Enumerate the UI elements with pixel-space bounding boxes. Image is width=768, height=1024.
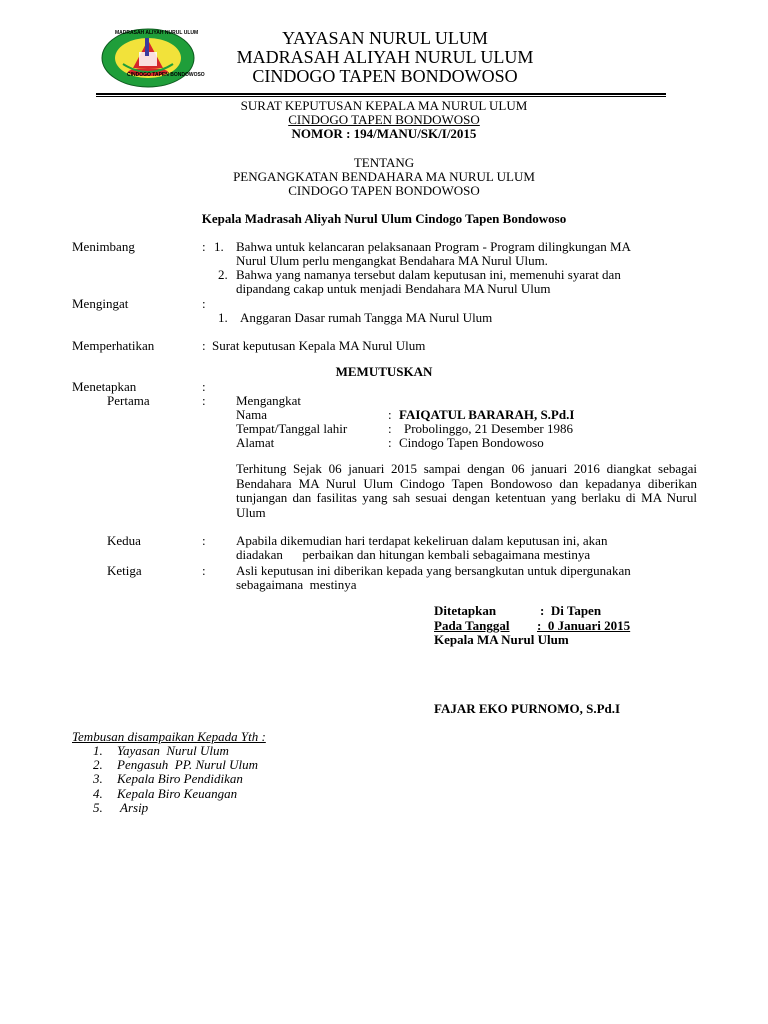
menimbang-label: Menimbang: [72, 239, 135, 254]
ketiga-line1: Asli keputusan ini diberikan kepada yang bersangkutan untuk dipergunakan: [236, 563, 631, 578]
school-logo: [101, 28, 205, 88]
tembusan-item4-text: Kepala Biro Keuangan: [117, 786, 238, 801]
pertama-heading: Mengangkat: [236, 393, 301, 408]
mengingat-label: Mengingat: [72, 296, 129, 311]
field-nama-value: FAIQATUL BARARAH, S.Pd.I: [399, 407, 575, 422]
letterhead-divider-thin: [96, 96, 666, 97]
menimbang-colon: :: [202, 239, 206, 254]
tembusan-item4-num: 4.: [93, 786, 103, 801]
tembusan-item3-num: 3.: [93, 771, 103, 786]
letterhead-line1: YAYASAN NURUL ULUM: [282, 28, 488, 48]
signature-position: Kepala MA Nurul Ulum: [434, 632, 569, 647]
pertama-label: Pertama: [107, 393, 150, 408]
menimbang-item1-line2: Nurul Ulum perlu mengangkat Bendahara MA Nurul Ulum.: [236, 253, 548, 268]
tembusan-item2-text: Pengasuh PP. Nurul Ulum: [117, 757, 258, 772]
letterhead-line2: MADRASAH ALIYAH NURUL ULUM: [236, 47, 534, 67]
school-logo-emblem: [101, 28, 195, 88]
tembusan-title: Tembusan disampaikan Kepada Yth :: [72, 729, 266, 744]
letterhead-line3: CINDOGO TAPEN BONDOWOSO: [252, 66, 518, 86]
ketiga-line2: sebagaimana mestinya: [236, 577, 357, 592]
decree-about: TENTANG: [353, 155, 415, 170]
decree-title1: SURAT KEPUTUSAN KEPALA MA NURUL ULUM: [240, 98, 528, 113]
mengingat-item-text: Anggaran Dasar rumah Tangga MA Nurul Ulum: [240, 310, 493, 325]
tembusan-item5-text: Arsip: [117, 800, 149, 815]
pertama-paragraph: Terhitung Sejak 06 januari 2015 sampai dengan 06 januari 2016 diangkat sebagai Bendahara MA Nurul Ulum Cindogo Tapen Bondowoso dan kepadanya diberikan tunjangan dan fasilitas yang sah sesuai dengan ketentuan yang berlaku di MA Nurul Ulum: [236, 461, 697, 520]
kedua-label: Kedua: [107, 533, 141, 548]
tembusan-item1-num: 1.: [93, 743, 103, 758]
decree-issuer: Kepala Madrasah Aliyah Nurul Ulum Cindogo Tapen Bondowoso: [201, 211, 567, 226]
menimbang-item2-num: 2.: [218, 267, 228, 282]
decree-number: NOMOR : 194/MANU/SK/I/2015: [291, 126, 477, 141]
memutuskan-heading: MEMUTUSKAN: [335, 364, 433, 379]
ketiga-colon: :: [202, 563, 206, 578]
tanggal-label: Pada Tanggal: [434, 618, 510, 633]
ketiga-label: Ketiga: [107, 563, 142, 578]
memperhatikan-text: Surat keputusan Kepala MA Nurul Ulum: [212, 338, 426, 353]
menimbang-item2-line2: dipandang cakap untuk menjadi Bendahara MA Nurul Ulum: [236, 281, 551, 296]
field-ttl-label: Tempat/Tanggal lahir: [236, 421, 348, 436]
field-ttl-value: Probolinggo, 21 Desember 1986: [404, 421, 573, 436]
logo-text-top: MADRASAH ALIYAH NURUL ULUM: [115, 30, 199, 36]
mengingat-item-num: 1.: [218, 310, 228, 325]
kedua-line2: diadakan perbaikan dan hitungan kembali sebagaimana mestinya: [236, 547, 591, 562]
mengingat-colon: :: [202, 296, 206, 311]
tembusan-item1-text: Yayasan Nurul Ulum: [117, 743, 229, 758]
menetapkan-colon: :: [202, 379, 206, 394]
signature-name: FAJAR EKO PURNOMO, S.Pd.I: [434, 701, 621, 716]
tembusan-item2-num: 2.: [93, 757, 103, 772]
ditetapkan-label: Ditetapkan: [434, 603, 497, 618]
field-alamat-sep: :: [388, 435, 392, 450]
kedua-line1: Apabila dikemudian hari terdapat kekeliruan dalam keputusan ini, akan: [236, 533, 608, 548]
tanggal-value: : 0 Januari 2015: [537, 618, 631, 633]
field-alamat-value: Cindogo Tapen Bondowoso: [399, 435, 544, 450]
letterhead-divider-thick: [96, 93, 666, 95]
menimbang-item2-line1: Bahwa yang namanya tersebut dalam keputusan ini, memenuhi syarat dan: [236, 267, 621, 282]
field-ttl-sep: :: [388, 421, 392, 436]
logo-text-bottom: CINDOGO TAPEN BONDOWOSO: [127, 72, 205, 78]
ditetapkan-value: : Di Tapen: [540, 603, 602, 618]
decree-subject1: PENGANGKATAN BENDAHARA MA NURUL ULUM: [233, 169, 535, 184]
menetapkan-label: Menetapkan: [72, 379, 137, 394]
decree-title2: CINDOGO TAPEN BONDOWOSO: [288, 112, 480, 127]
pertama-colon: :: [202, 393, 206, 408]
tembusan-item3-text: Kepala Biro Pendidikan: [117, 771, 243, 786]
field-alamat-label: Alamat: [236, 435, 275, 450]
field-nama-sep: :: [388, 407, 392, 422]
field-nama-label: Nama: [236, 407, 268, 422]
decree-subject2: CINDOGO TAPEN BONDOWOSO: [288, 183, 480, 198]
memperhatikan-label: Memperhatikan: [72, 338, 155, 353]
memperhatikan-colon: :: [202, 338, 206, 353]
kedua-colon: :: [202, 533, 206, 548]
menimbang-item1-num: 1.: [214, 239, 224, 254]
menimbang-item1-line1: Bahwa untuk kelancaran pelaksanaan Program - Program dilingkungan MA: [236, 239, 631, 254]
tembusan-item5-num: 5.: [93, 800, 103, 815]
